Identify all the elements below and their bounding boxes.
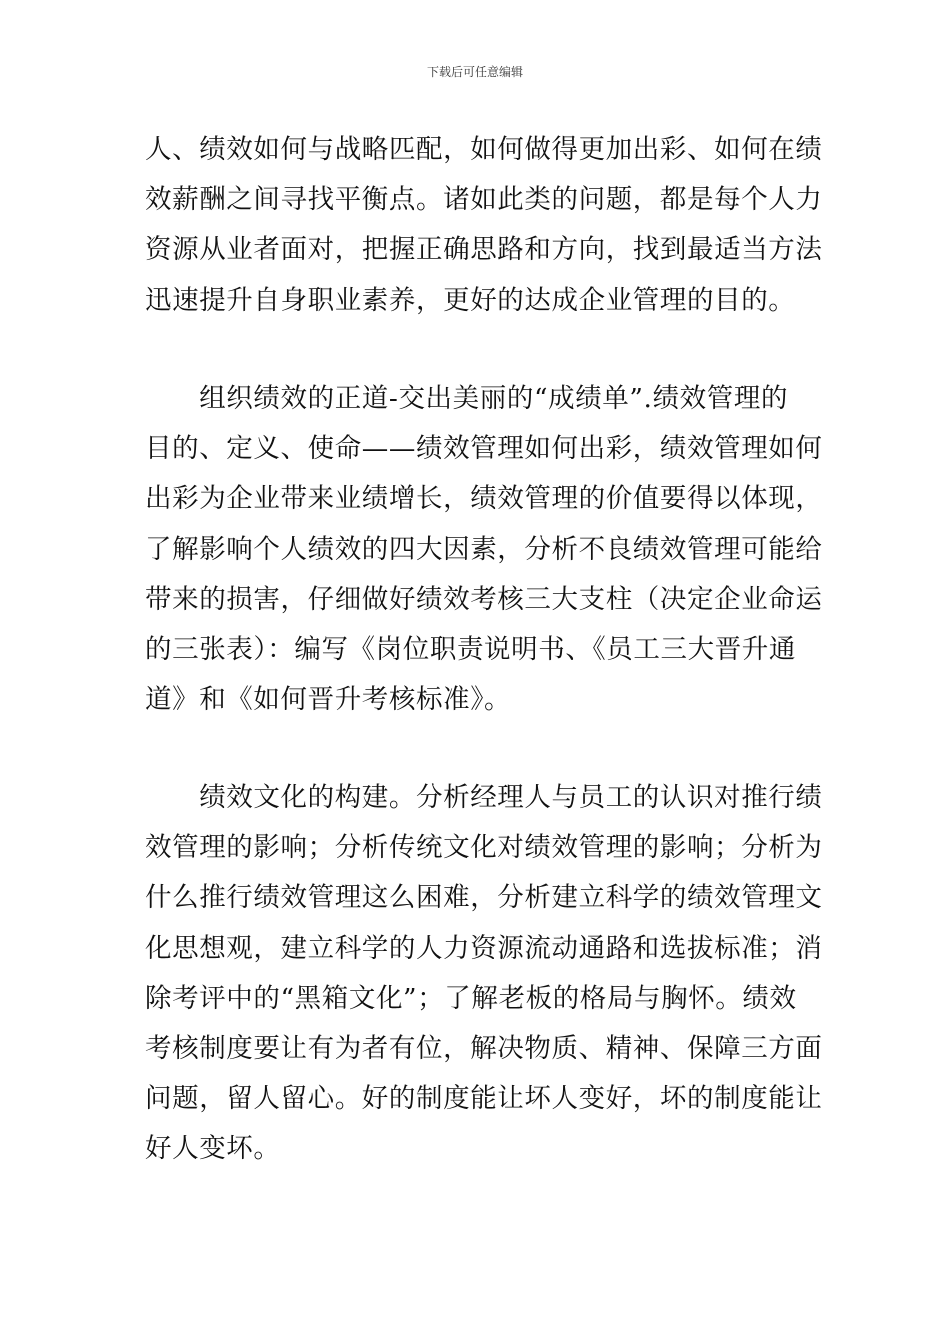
paragraph-3	[145, 773, 823, 1175]
paragraph-1	[145, 125, 823, 326]
text-line: 效管理的影响；分析传统文化对绩效管理的影响；分析为	[145, 832, 823, 864]
text-line: 除考评中的“黑箱文化”；了解老板的格局与胸怀。绩效	[145, 982, 797, 1014]
paragraph-2	[145, 374, 823, 725]
text-line: 问题，留人留心。好的制度能让坏人变好，坏的制度能让	[145, 1083, 823, 1115]
text-line: 了解影响个人绩效的四大因素，分析不良绩效管理可能给	[145, 533, 823, 565]
page-header: 下载后可任意编辑	[426, 65, 523, 79]
text-line: 好人变坏。	[145, 1133, 281, 1165]
text-line: 化思想观，建立科学的人力资源流动通路和选拔标准；消	[145, 932, 823, 964]
text-line: 道》和《如何晋升考核标准》。	[145, 684, 512, 716]
text-line: 迅速提升自身职业素养，更好的达成企业管理的目的。	[145, 284, 796, 316]
text-line: 的三张表）：编写《岗位职责说明书、《员工三大晋升通	[145, 633, 796, 665]
text-line: 组织绩效的正道-交出美丽的“成绩单”.绩效管理的	[145, 383, 789, 414]
text-line: 什么推行绩效管理这么困难，分析建立科学的绩效管理文	[145, 882, 823, 914]
text-line: 人、绩效如何与战略匹配，如何做得更加出彩、如何在绩	[145, 134, 823, 165]
text-line: 效薪酬之间寻找平衡点。诸如此类的问题，都是每个人力	[145, 184, 823, 216]
text-line: 目的、定义、使命——绩效管理如何出彩，绩效管理如何	[145, 433, 823, 465]
text-line: 考核制度要让有为者有位，解决物质、精神、保障三方面	[145, 1032, 823, 1064]
text-line: 出彩为企业带来业绩增长，绩效管理的价值要得以体现，	[145, 483, 823, 515]
text-line: 绩效文化的构建。分析经理人与员工的认识对推行绩	[145, 782, 823, 813]
text-line: 资源从业者面对，把握正确思路和方向，找到最适当方法	[145, 234, 823, 266]
text-line: 带来的损害，仔细做好绩效考核三大支柱（决定企业命运	[145, 583, 823, 615]
